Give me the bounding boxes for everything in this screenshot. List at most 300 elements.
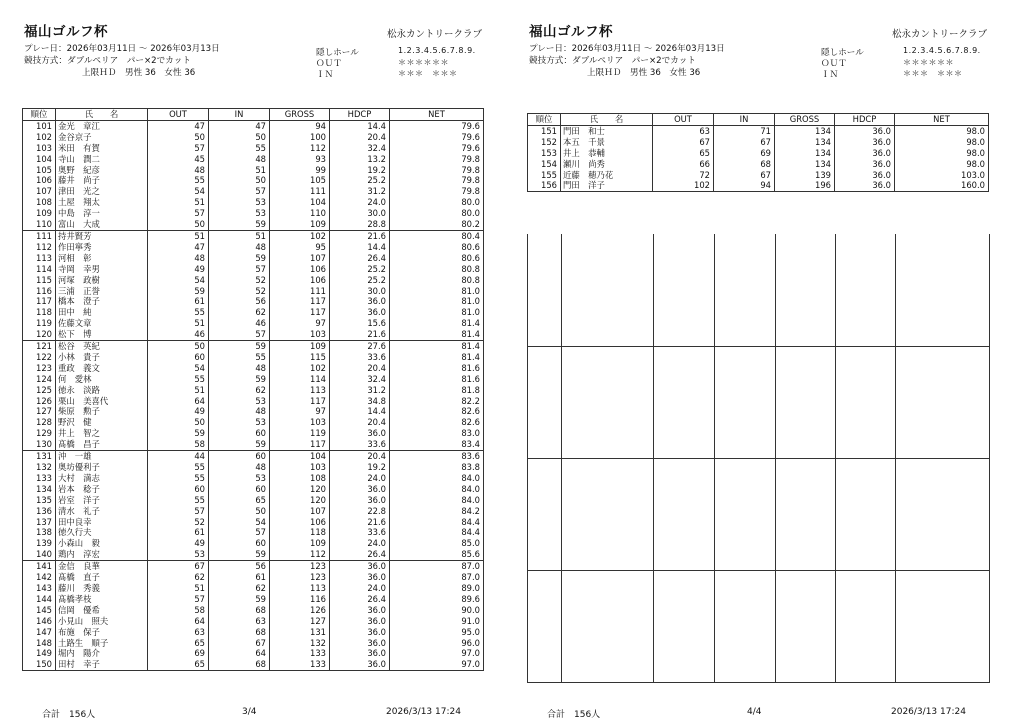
- out-holes-value: ＊＊＊＊＊＊: [398, 58, 449, 67]
- out-cell: 58: [148, 439, 209, 450]
- hdcp-cell: 36.0: [835, 148, 895, 159]
- table-row: [23, 517, 484, 528]
- table-row: [23, 363, 484, 374]
- gross-cell: 113: [270, 583, 330, 594]
- out-cell: 59: [148, 286, 209, 297]
- hdcp-cell: 20.4: [330, 451, 390, 462]
- net-cell: 79.8: [390, 186, 484, 197]
- rank-cell: 126: [23, 396, 56, 407]
- page-number: 3/4: [242, 707, 257, 717]
- net-cell: 81.4: [390, 352, 484, 363]
- table-row: [23, 484, 484, 495]
- in-cell: 57: [209, 264, 270, 275]
- name-cell: 重政 義文: [56, 363, 148, 374]
- net-cell: 84.2: [390, 506, 484, 517]
- table-row: [528, 125, 989, 136]
- gross-cell: 94: [270, 120, 330, 131]
- out-cell: 47: [148, 120, 209, 131]
- table-row: [23, 605, 484, 616]
- name-cell: 布施 保子: [56, 627, 148, 638]
- net-cell: 85.6: [390, 549, 484, 560]
- name-cell: 河塚 政樹: [56, 275, 148, 286]
- name-cell: 沖 一雄: [56, 451, 148, 462]
- name-cell: 髙橋孝枝: [56, 594, 148, 605]
- in-cell: 69: [714, 148, 775, 159]
- out-cell: 102: [653, 180, 714, 191]
- name-cell: 佐藤文章: [56, 318, 148, 329]
- table-row: [23, 451, 484, 462]
- gross-cell: 120: [270, 484, 330, 495]
- hdcp-cell: 31.2: [330, 186, 390, 197]
- name-cell: 瀬川 尚秀: [561, 159, 653, 170]
- hdcp-cell: 36.0: [835, 137, 895, 148]
- net-cell: 81.0: [390, 286, 484, 297]
- out-cell: 51: [148, 385, 209, 396]
- hdcp-cell: 24.0: [330, 197, 390, 208]
- hdcp-cell: 26.4: [330, 549, 390, 560]
- net-cell: 103.0: [895, 170, 989, 181]
- hdcp-cell: 26.4: [330, 253, 390, 264]
- results-page-3: [22, 0, 492, 724]
- hdcp-cell: 33.6: [330, 439, 390, 450]
- gross-cell: 196: [775, 180, 835, 191]
- gross-cell: 120: [270, 495, 330, 506]
- in-cell: 53: [209, 208, 270, 219]
- rank-cell: 145: [23, 605, 56, 616]
- net-cell: 84.4: [390, 517, 484, 528]
- in-cell: 67: [714, 170, 775, 181]
- table-row: [528, 148, 989, 159]
- in-cell: 53: [209, 197, 270, 208]
- name-cell: 土屋 翔太: [56, 197, 148, 208]
- net-cell: 81.6: [390, 363, 484, 374]
- net-cell: 82.2: [390, 396, 484, 407]
- hdcp-cell: 36.0: [330, 659, 390, 670]
- table-row: [23, 230, 484, 241]
- table-row: [23, 296, 484, 307]
- table-row: [23, 648, 484, 659]
- out-cell: 63: [148, 627, 209, 638]
- hdcp-cell: 34.8: [330, 396, 390, 407]
- out-cell: 67: [653, 137, 714, 148]
- table-row: [23, 396, 484, 407]
- gross-cell: 97: [270, 406, 330, 417]
- net-cell: 83.4: [390, 439, 484, 450]
- col-rank: 順位: [528, 114, 561, 126]
- in-cell: 68: [209, 605, 270, 616]
- out-cell: 55: [148, 462, 209, 473]
- in-cell: 59: [209, 341, 270, 352]
- gross-cell: 109: [270, 538, 330, 549]
- out-cell: 69: [148, 648, 209, 659]
- gross-cell: 133: [270, 659, 330, 670]
- name-cell: 橋本 澄子: [56, 296, 148, 307]
- in-holes-value: ＊＊＊ ＊＊＊: [398, 69, 458, 78]
- out-cell: 55: [148, 307, 209, 318]
- table-row: [23, 495, 484, 506]
- net-cell: 81.0: [390, 296, 484, 307]
- net-cell: 81.0: [390, 307, 484, 318]
- rank-cell: 104: [23, 154, 56, 165]
- gross-cell: 112: [270, 143, 330, 154]
- out-cell: 46: [148, 329, 209, 340]
- play-dates: プレー日：2026年03月11日 ～ 2026年03月13日: [529, 44, 725, 54]
- in-cell: 50: [209, 132, 270, 143]
- hdcp-cell: 20.4: [330, 363, 390, 374]
- rank-cell: 143: [23, 583, 56, 594]
- in-cell: 50: [209, 506, 270, 517]
- name-cell: 田中良幸: [56, 517, 148, 528]
- net-cell: 160.0: [895, 180, 989, 191]
- out-cell: 54: [148, 275, 209, 286]
- table-row: [528, 137, 989, 148]
- gross-cell: 104: [270, 197, 330, 208]
- rank-cell: 141: [23, 561, 56, 572]
- results-table: [527, 113, 989, 192]
- in-cell: 64: [209, 648, 270, 659]
- rank-cell: 127: [23, 406, 56, 417]
- name-cell: 松下 博: [56, 329, 148, 340]
- hdcp-cell: 15.6: [330, 318, 390, 329]
- net-cell: 80.6: [390, 242, 484, 253]
- name-cell: 金谷京子: [56, 132, 148, 143]
- out-cell: 51: [148, 230, 209, 241]
- out-label: ＯＵＴ: [821, 59, 847, 69]
- hdcp-cell: 30.0: [330, 286, 390, 297]
- table-row: [23, 175, 484, 186]
- table-row: [23, 616, 484, 627]
- gross-cell: 110: [270, 208, 330, 219]
- hdcp-cell: 32.4: [330, 374, 390, 385]
- table-row: [23, 462, 484, 473]
- print-datetime: 2026/3/13 17:24: [386, 707, 461, 717]
- in-cell: 59: [209, 374, 270, 385]
- net-cell: 79.6: [390, 120, 484, 131]
- out-cell: 65: [148, 659, 209, 670]
- in-cell: 51: [209, 230, 270, 241]
- print-datetime: 2026/3/13 17:24: [891, 707, 966, 717]
- name-cell: 河相 彰: [56, 253, 148, 264]
- table-row: [23, 165, 484, 176]
- gross-cell: 102: [270, 363, 330, 374]
- net-cell: 80.6: [390, 253, 484, 264]
- name-cell: 藤川 秀義: [56, 583, 148, 594]
- hidden-holes-value: 1.2.3.4.5.6.7.8.9.: [398, 46, 476, 55]
- in-cell: 67: [714, 137, 775, 148]
- out-cell: 65: [653, 148, 714, 159]
- in-cell: 57: [209, 186, 270, 197]
- col-in: IN: [714, 114, 775, 126]
- net-cell: 79.8: [390, 154, 484, 165]
- table-row: [23, 627, 484, 638]
- out-cell: 72: [653, 170, 714, 181]
- out-cell: 57: [148, 506, 209, 517]
- table-row: [23, 275, 484, 286]
- rank-cell: 113: [23, 253, 56, 264]
- name-cell: 野沢 健: [56, 417, 148, 428]
- in-cell: 59: [209, 219, 270, 230]
- gross-cell: 119: [270, 428, 330, 439]
- rank-cell: 146: [23, 616, 56, 627]
- gross-cell: 118: [270, 527, 330, 538]
- gross-cell: 113: [270, 385, 330, 396]
- net-cell: 83.8: [390, 462, 484, 473]
- out-cell: 57: [148, 143, 209, 154]
- rank-cell: 135: [23, 495, 56, 506]
- hdcp-cell: 32.4: [330, 143, 390, 154]
- in-cell: 57: [209, 527, 270, 538]
- gross-cell: 126: [270, 605, 330, 616]
- in-cell: 48: [209, 363, 270, 374]
- in-cell: 62: [209, 385, 270, 396]
- out-cell: 51: [148, 197, 209, 208]
- gross-cell: 117: [270, 296, 330, 307]
- net-cell: 84.4: [390, 527, 484, 538]
- rank-cell: 153: [528, 148, 561, 159]
- total-count: 合計 156人: [42, 710, 96, 720]
- gross-cell: 114: [270, 374, 330, 385]
- gross-cell: 100: [270, 132, 330, 143]
- out-cell: 51: [148, 583, 209, 594]
- out-cell: 54: [148, 363, 209, 374]
- name-cell: 小林 貴子: [56, 352, 148, 363]
- name-cell: 岩本 稔子: [56, 484, 148, 495]
- out-cell: 66: [653, 159, 714, 170]
- hdcp-cell: 36.0: [330, 296, 390, 307]
- net-cell: 81.4: [390, 318, 484, 329]
- out-cell: 53: [148, 549, 209, 560]
- out-label: ＯＵＴ: [316, 59, 342, 69]
- in-cell: 48: [209, 242, 270, 253]
- col-out: OUT: [653, 114, 714, 126]
- gross-cell: 117: [270, 396, 330, 407]
- table-row: [528, 170, 989, 181]
- in-cell: 68: [209, 659, 270, 670]
- table-row: [23, 253, 484, 264]
- name-cell: 米田 有賀: [56, 143, 148, 154]
- hdcp-cell: 24.0: [330, 538, 390, 549]
- hdcp-cell: 19.2: [330, 462, 390, 473]
- hdcp-cell: 30.0: [330, 208, 390, 219]
- in-label: ＩＮ: [316, 70, 334, 80]
- rank-cell: 112: [23, 242, 56, 253]
- in-cell: 62: [209, 307, 270, 318]
- name-cell: 小見山 照夫: [56, 616, 148, 627]
- table-row: [23, 120, 484, 131]
- table-header-row: [528, 114, 989, 126]
- col-in: IN: [209, 109, 270, 121]
- out-cell: 49: [148, 538, 209, 549]
- hdcp-cell: 20.4: [330, 132, 390, 143]
- in-cell: 59: [209, 549, 270, 560]
- name-cell: 門田 和士: [561, 125, 653, 136]
- gross-cell: 115: [270, 352, 330, 363]
- out-cell: 49: [148, 264, 209, 275]
- gross-cell: 106: [270, 517, 330, 528]
- rank-cell: 120: [23, 329, 56, 340]
- hdcp-cell: 36.0: [330, 307, 390, 318]
- rank-cell: 117: [23, 296, 56, 307]
- hidden-hole-label: 隠しホール: [316, 48, 359, 58]
- name-cell: 富山 大成: [56, 219, 148, 230]
- in-cell: 60: [209, 451, 270, 462]
- total-count: 合計 156人: [547, 710, 601, 720]
- hdcp-cell: 21.6: [330, 230, 390, 241]
- net-cell: 80.8: [390, 264, 484, 275]
- rank-cell: 107: [23, 186, 56, 197]
- hdcp-cell: 36.0: [330, 627, 390, 638]
- in-cell: 59: [209, 439, 270, 450]
- name-cell: 井上 恭輔: [561, 148, 653, 159]
- net-cell: 79.8: [390, 175, 484, 186]
- hdcp-cell: 21.6: [330, 517, 390, 528]
- net-cell: 80.2: [390, 219, 484, 230]
- in-cell: 61: [209, 572, 270, 583]
- hdcp-cell: 33.6: [330, 527, 390, 538]
- out-cell: 55: [148, 495, 209, 506]
- hdcp-cell: 36.0: [330, 648, 390, 659]
- in-cell: 68: [209, 627, 270, 638]
- table-row: [23, 583, 484, 594]
- gross-cell: 104: [270, 451, 330, 462]
- handicap-limit: 上限ＨＤ 男性 36 女性 36: [587, 68, 701, 78]
- rank-cell: 144: [23, 594, 56, 605]
- gross-cell: 123: [270, 561, 330, 572]
- club-name: 松永カントリークラブ: [386, 29, 482, 40]
- gross-cell: 93: [270, 154, 330, 165]
- gross-cell: 108: [270, 473, 330, 484]
- out-cell: 55: [148, 473, 209, 484]
- gross-cell: 132: [270, 638, 330, 649]
- in-cell: 50: [209, 175, 270, 186]
- out-cell: 64: [148, 396, 209, 407]
- rank-cell: 152: [528, 137, 561, 148]
- net-cell: 84.0: [390, 473, 484, 484]
- in-cell: 46: [209, 318, 270, 329]
- name-cell: 藤井 尚子: [56, 175, 148, 186]
- name-cell: 金信 良華: [56, 561, 148, 572]
- rank-cell: 139: [23, 538, 56, 549]
- out-cell: 45: [148, 154, 209, 165]
- in-cell: 48: [209, 406, 270, 417]
- rank-cell: 116: [23, 286, 56, 297]
- out-cell: 47: [148, 242, 209, 253]
- out-cell: 60: [148, 352, 209, 363]
- name-cell: 田中 純: [56, 307, 148, 318]
- table-row: [23, 439, 484, 450]
- out-cell: 49: [148, 406, 209, 417]
- in-cell: 68: [714, 159, 775, 170]
- hdcp-cell: 36.0: [330, 605, 390, 616]
- in-cell: 53: [209, 473, 270, 484]
- play-dates: プレー日：2026年03月11日 ～ 2026年03月13日: [24, 44, 220, 54]
- net-cell: 95.0: [390, 627, 484, 638]
- net-cell: 81.4: [390, 329, 484, 340]
- rank-cell: 122: [23, 352, 56, 363]
- hidden-holes-value: 1.2.3.4.5.6.7.8.9.: [903, 46, 981, 55]
- hdcp-cell: 28.8: [330, 219, 390, 230]
- net-cell: 79.6: [390, 132, 484, 143]
- hdcp-cell: 22.8: [330, 506, 390, 517]
- table-row: [23, 208, 484, 219]
- table-row: [23, 527, 484, 538]
- table-row: [23, 132, 484, 143]
- empty-table-block: [527, 346, 990, 459]
- rank-cell: 154: [528, 159, 561, 170]
- out-holes-value: ＊＊＊＊＊＊: [903, 58, 954, 67]
- net-cell: 97.0: [390, 648, 484, 659]
- name-cell: 髙橋 昌子: [56, 439, 148, 450]
- net-cell: 85.0: [390, 538, 484, 549]
- net-cell: 98.0: [895, 137, 989, 148]
- name-cell: 松谷 英紀: [56, 341, 148, 352]
- rank-cell: 142: [23, 572, 56, 583]
- in-cell: 57: [209, 329, 270, 340]
- hdcp-cell: 25.2: [330, 275, 390, 286]
- gross-cell: 97: [270, 318, 330, 329]
- name-cell: 金光 章江: [56, 120, 148, 131]
- out-cell: 44: [148, 451, 209, 462]
- hdcp-cell: 36.0: [330, 484, 390, 495]
- out-cell: 61: [148, 527, 209, 538]
- rank-cell: 101: [23, 120, 56, 131]
- out-cell: 62: [148, 572, 209, 583]
- rank-cell: 114: [23, 264, 56, 275]
- tournament-title: 福山ゴルフ杯: [24, 24, 108, 40]
- rank-cell: 150: [23, 659, 56, 670]
- out-cell: 67: [148, 561, 209, 572]
- out-cell: 50: [148, 219, 209, 230]
- table-row: [23, 506, 484, 517]
- out-cell: 50: [148, 132, 209, 143]
- rank-cell: 108: [23, 197, 56, 208]
- rank-cell: 128: [23, 417, 56, 428]
- gross-cell: 111: [270, 186, 330, 197]
- rank-cell: 149: [23, 648, 56, 659]
- gross-cell: 107: [270, 506, 330, 517]
- table-row: [23, 417, 484, 428]
- gross-cell: 131: [270, 627, 330, 638]
- net-cell: 89.0: [390, 583, 484, 594]
- table-row: [23, 638, 484, 649]
- net-cell: 87.0: [390, 561, 484, 572]
- out-cell: 50: [148, 417, 209, 428]
- gross-cell: 106: [270, 264, 330, 275]
- rank-cell: 102: [23, 132, 56, 143]
- rank-cell: 132: [23, 462, 56, 473]
- out-cell: 64: [148, 616, 209, 627]
- table-row: [23, 329, 484, 340]
- rank-cell: 106: [23, 175, 56, 186]
- rank-cell: 138: [23, 527, 56, 538]
- gross-cell: 117: [270, 307, 330, 318]
- in-cell: 56: [209, 296, 270, 307]
- name-cell: 岩室 洋子: [56, 495, 148, 506]
- rank-cell: 105: [23, 165, 56, 176]
- name-cell: 三浦 正誉: [56, 286, 148, 297]
- hdcp-cell: 24.0: [330, 583, 390, 594]
- hdcp-cell: 14.4: [330, 120, 390, 131]
- in-cell: 48: [209, 154, 270, 165]
- in-cell: 94: [714, 180, 775, 191]
- gross-cell: 103: [270, 329, 330, 340]
- gross-cell: 103: [270, 417, 330, 428]
- in-cell: 60: [209, 538, 270, 549]
- table-row: [23, 186, 484, 197]
- table-row: [23, 572, 484, 583]
- table-row: [23, 286, 484, 297]
- out-cell: 61: [148, 296, 209, 307]
